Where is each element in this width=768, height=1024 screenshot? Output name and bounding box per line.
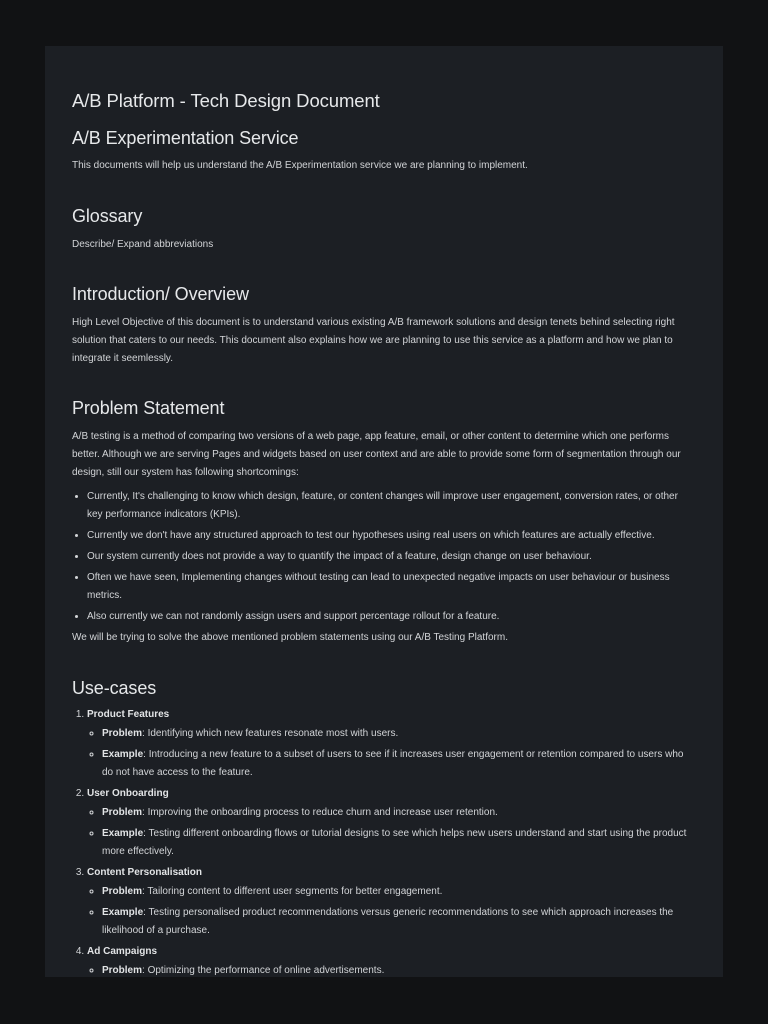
- use-case-details: [87, 883, 696, 940]
- list-item: • Currently, It's challenging to know which design, feature, or content changes will improve user engagement, conversion rates, or other key performance indicators (KPIs).: [87, 488, 696, 524]
- list-item: • Currently we don't have any structured approach to test our hypotheses using real users on which features are actually effective.: [87, 527, 696, 545]
- problem-paragraph: A/B testing is a method of comparing two versions of a web page, app feature, email, or other content to determine which one performs better. Although we are serving Pages and widgets based on user context and are able to provide some form of segmentation through our design, still our system has following shortcomings:: [72, 431, 681, 478]
- problem-text: : Identifying which new features resonate most with users.: [142, 728, 399, 739]
- use-case-item: [87, 785, 696, 861]
- problem-label: Problem: [102, 807, 143, 818]
- section-heading-use-cases: Use-cases: [72, 678, 157, 698]
- problem-text: : Tailoring content to different user segments for better engagement.: [142, 886, 443, 897]
- section-heading-glossary: Glossary: [72, 206, 143, 226]
- example-label: Example: [102, 907, 144, 918]
- example-text: : Testing different onboarding flows or tutorial designs to see which helps new users understand and start using the product more effectively.: [102, 828, 687, 857]
- use-case-item: [87, 864, 696, 940]
- problem-label: Problem: [102, 728, 143, 739]
- problem-text: : Optimizing the performance of online advertisements.: [142, 965, 385, 976]
- problem-bullet-list: [72, 488, 696, 626]
- example-text: : Testing personalised product recommendations versus generic recommendations to see which approach increases the likelihood of a purchase.: [102, 907, 674, 936]
- introduction-paragraph: High Level Objective of this document is to understand various existing A/B framework solutions and design tenets behind selecting right solution that caters to our needs. This document also explains how we are planning to use this service as a platform and how we plan to integrate it seemlessly.: [72, 317, 675, 364]
- use-case-details: [87, 804, 696, 861]
- use-case-problem: [102, 804, 696, 822]
- example-label: Example: [102, 828, 144, 839]
- use-case-example: [102, 904, 696, 940]
- document-page: [45, 46, 723, 977]
- use-case-title: User Onboarding: [87, 788, 169, 799]
- problem-label: Problem: [102, 965, 143, 976]
- list-item: • Our system currently does not provide a way to quantify the impact of a feature, design change on user behaviour.: [87, 548, 696, 566]
- use-case-problem: [102, 725, 696, 743]
- use-case-item: [87, 706, 696, 782]
- use-case-details: [87, 725, 696, 782]
- service-paragraph: This documents will help us understand the A/B Experimentation service we are planning to implement.: [72, 160, 528, 171]
- use-case-title: Ad Campaigns: [87, 946, 158, 957]
- use-case-example: [102, 746, 696, 782]
- example-label: Example: [102, 749, 144, 760]
- section-heading-problem-statement: Problem Statement: [72, 398, 225, 418]
- list-item: • Also currently we can not randomly assign users and support percentage rollout for a feature.: [87, 608, 696, 626]
- use-case-problem: [102, 883, 696, 901]
- use-case-list: [72, 706, 696, 977]
- use-case-title: Product Features: [87, 709, 170, 720]
- use-case-example: [102, 825, 696, 861]
- use-case-item: [87, 943, 696, 977]
- list-item: • Often we have seen, Implementing changes without testing can lead to unexpected negative impacts on user behaviour or business metrics.: [87, 569, 696, 605]
- problem-closing-paragraph: We will be trying to solve the above mentioned problem statements using our A/B Testing Platform.: [72, 632, 508, 643]
- section-heading-introduction: Introduction/ Overview: [72, 284, 249, 304]
- problem-text: : Improving the onboarding process to reduce churn and increase user retention.: [142, 807, 498, 818]
- section-heading-service: A/B Experimentation Service: [72, 128, 299, 148]
- example-text: : Introducing a new feature to a subset of users to see if it increases user engagement or retention compared to users who do not have access to the feature.: [102, 749, 684, 778]
- use-case-details: [87, 962, 696, 977]
- glossary-paragraph: Describe/ Expand abbreviations: [72, 239, 214, 250]
- use-case-problem: [102, 962, 696, 977]
- document-title: A/B Platform - Tech Design Document: [72, 90, 380, 111]
- use-case-title: Content Personalisation: [87, 867, 203, 878]
- problem-label: Problem: [102, 886, 143, 897]
